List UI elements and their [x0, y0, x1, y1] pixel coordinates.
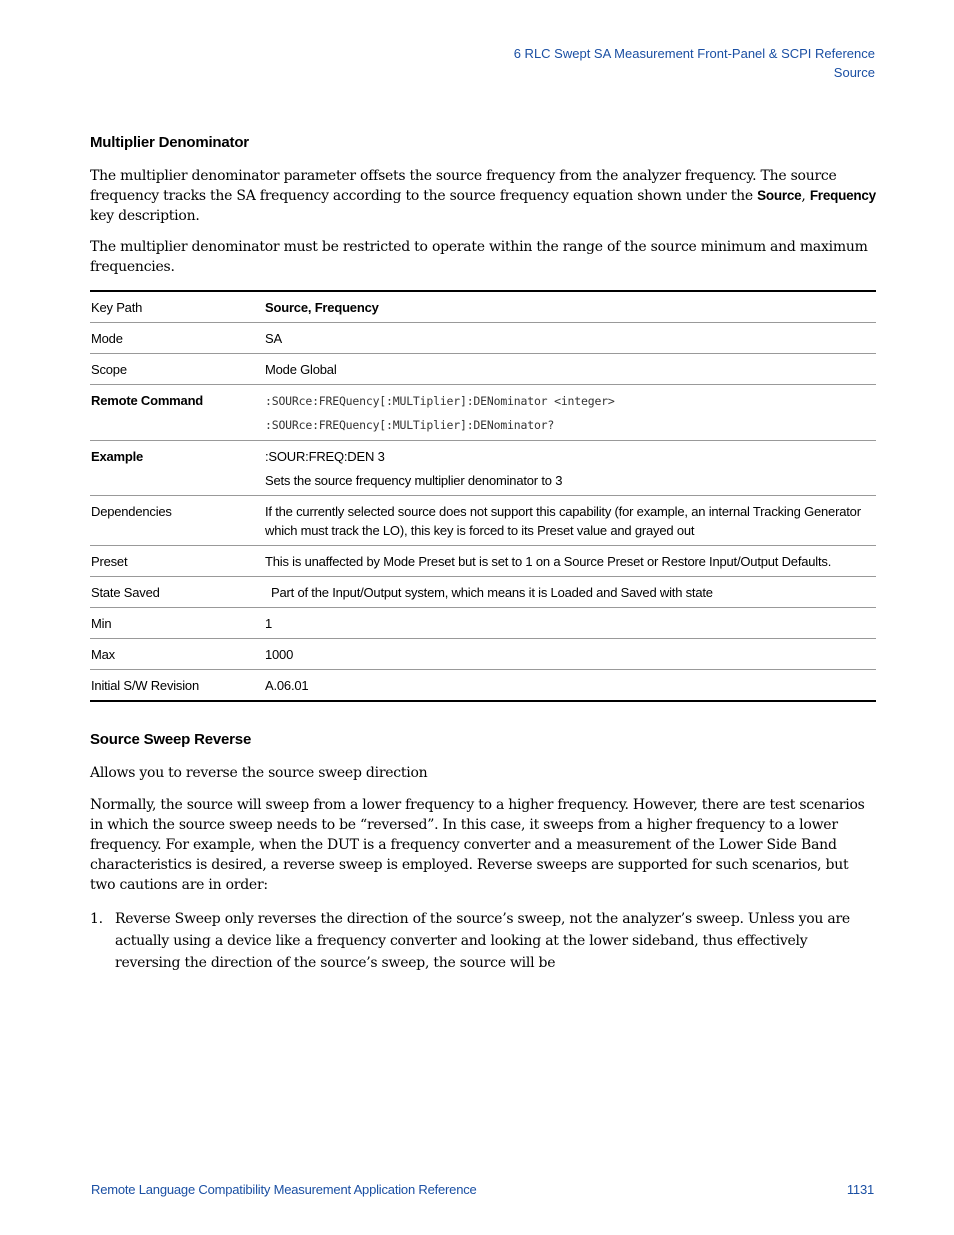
section-title: Source — [833, 65, 875, 80]
list-text: Reverse Sweep only reverses the direction of the source’s sweep, not the analyzer’s sweep. Unless you are actually using a device like a frequency converter and looking at the lower sideband, thus effectively reversing the direction of the source’s sweep, the source will be — [115, 911, 850, 971]
table-row — [90, 670, 876, 702]
table-row — [90, 385, 876, 441]
row-value: Source, Frequency — [264, 291, 876, 323]
row-value: 1000 — [264, 639, 876, 670]
section-heading-source-sweep-reverse: Source Sweep Reverse — [90, 731, 252, 748]
row-key: Mode — [90, 323, 264, 354]
row-key: Scope — [90, 354, 264, 385]
paragraph-text: The multiplier denominator parameter offsets the source frequency from the analyzer frequency. The source frequency tracks the SA frequency according to the source frequency equation shown under the — [90, 168, 837, 204]
table-row — [90, 546, 876, 577]
row-value: SA — [264, 323, 876, 354]
row-value: If the currently selected source does not support this capability (for example, an internal Tracking Generator which must track the LO), this key is forced to its Preset value and grayed out — [264, 496, 876, 546]
paragraph — [90, 166, 876, 226]
row-value: This is unaffected by Mode Preset but is set to 1 on a Source Preset or Restore Input/Output Defaults. — [264, 546, 876, 577]
table-row — [90, 323, 876, 354]
table-row — [90, 639, 876, 670]
row-value: Part of the Input/Output system, which means it is Loaded and Saved with state — [264, 577, 876, 608]
remote-query: :SOURce:FREQuency[:MULTiplier]:DENominator? — [265, 418, 555, 432]
row-value — [264, 441, 876, 496]
row-value: Mode Global — [264, 354, 876, 385]
list-item — [90, 908, 876, 974]
row-key: Example — [90, 441, 264, 496]
row-value — [264, 385, 876, 441]
key-name-frequency: Frequency — [809, 188, 876, 203]
table-row — [90, 291, 876, 323]
row-key: Remote Command — [90, 385, 264, 441]
table-row — [90, 441, 876, 496]
example-command: :SOUR:FREQ:DEN 3 — [265, 449, 385, 464]
row-key: Min — [90, 608, 264, 639]
table-row — [90, 577, 876, 608]
key-table — [90, 290, 876, 702]
table-row — [90, 354, 876, 385]
section-heading-multiplier-denominator: Multiplier Denominator — [90, 134, 249, 151]
paragraph: Normally, the source will sweep from a lower frequency to a higher frequency. However, there are test scenarios in which the source sweep needs to be “reversed”. In this case, it sweeps from a higher frequency to a lower frequency. For example, when the DUT is a frequency converter and a measurement of the Lower Side Band characteristics is desired, a reverse sweep is employed. Reverse sweeps are supported for such scenarios, but two cautions are in order: — [90, 797, 865, 893]
table-row — [90, 608, 876, 639]
running-header — [514, 44, 875, 82]
row-value: A.06.01 — [264, 670, 876, 702]
row-value: 1 — [264, 608, 876, 639]
paragraph: Allows you to reverse the source sweep direction — [90, 765, 428, 781]
row-key: Initial S/W Revision — [90, 670, 264, 702]
row-key: Preset — [90, 546, 264, 577]
row-key: Max — [90, 639, 264, 670]
footer-title: Remote Language Compatibility Measurement Application Reference — [91, 1182, 477, 1197]
paragraph-text: key description. — [90, 208, 200, 224]
paragraph: The multiplier denominator must be restricted to operate within the range of the source minimum and maximum frequencies. — [90, 239, 868, 275]
remote-command: :SOURce:FREQuency[:MULTiplier]:DENominator <integer> — [265, 394, 615, 408]
page-number: 1131 — [846, 1182, 874, 1197]
separator: , — [801, 188, 810, 204]
list-number: 1. — [90, 911, 103, 927]
chapter-title: 6 RLC Swept SA Measurement Front-Panel & SCPI Reference — [513, 46, 875, 61]
key-name-source: Source — [757, 188, 802, 203]
row-key: State Saved — [90, 577, 264, 608]
table-row — [90, 496, 876, 546]
example-description: Sets the source frequency multiplier denominator to 3 — [265, 473, 563, 488]
row-key: Key Path — [90, 291, 264, 323]
row-key: Dependencies — [90, 496, 264, 546]
